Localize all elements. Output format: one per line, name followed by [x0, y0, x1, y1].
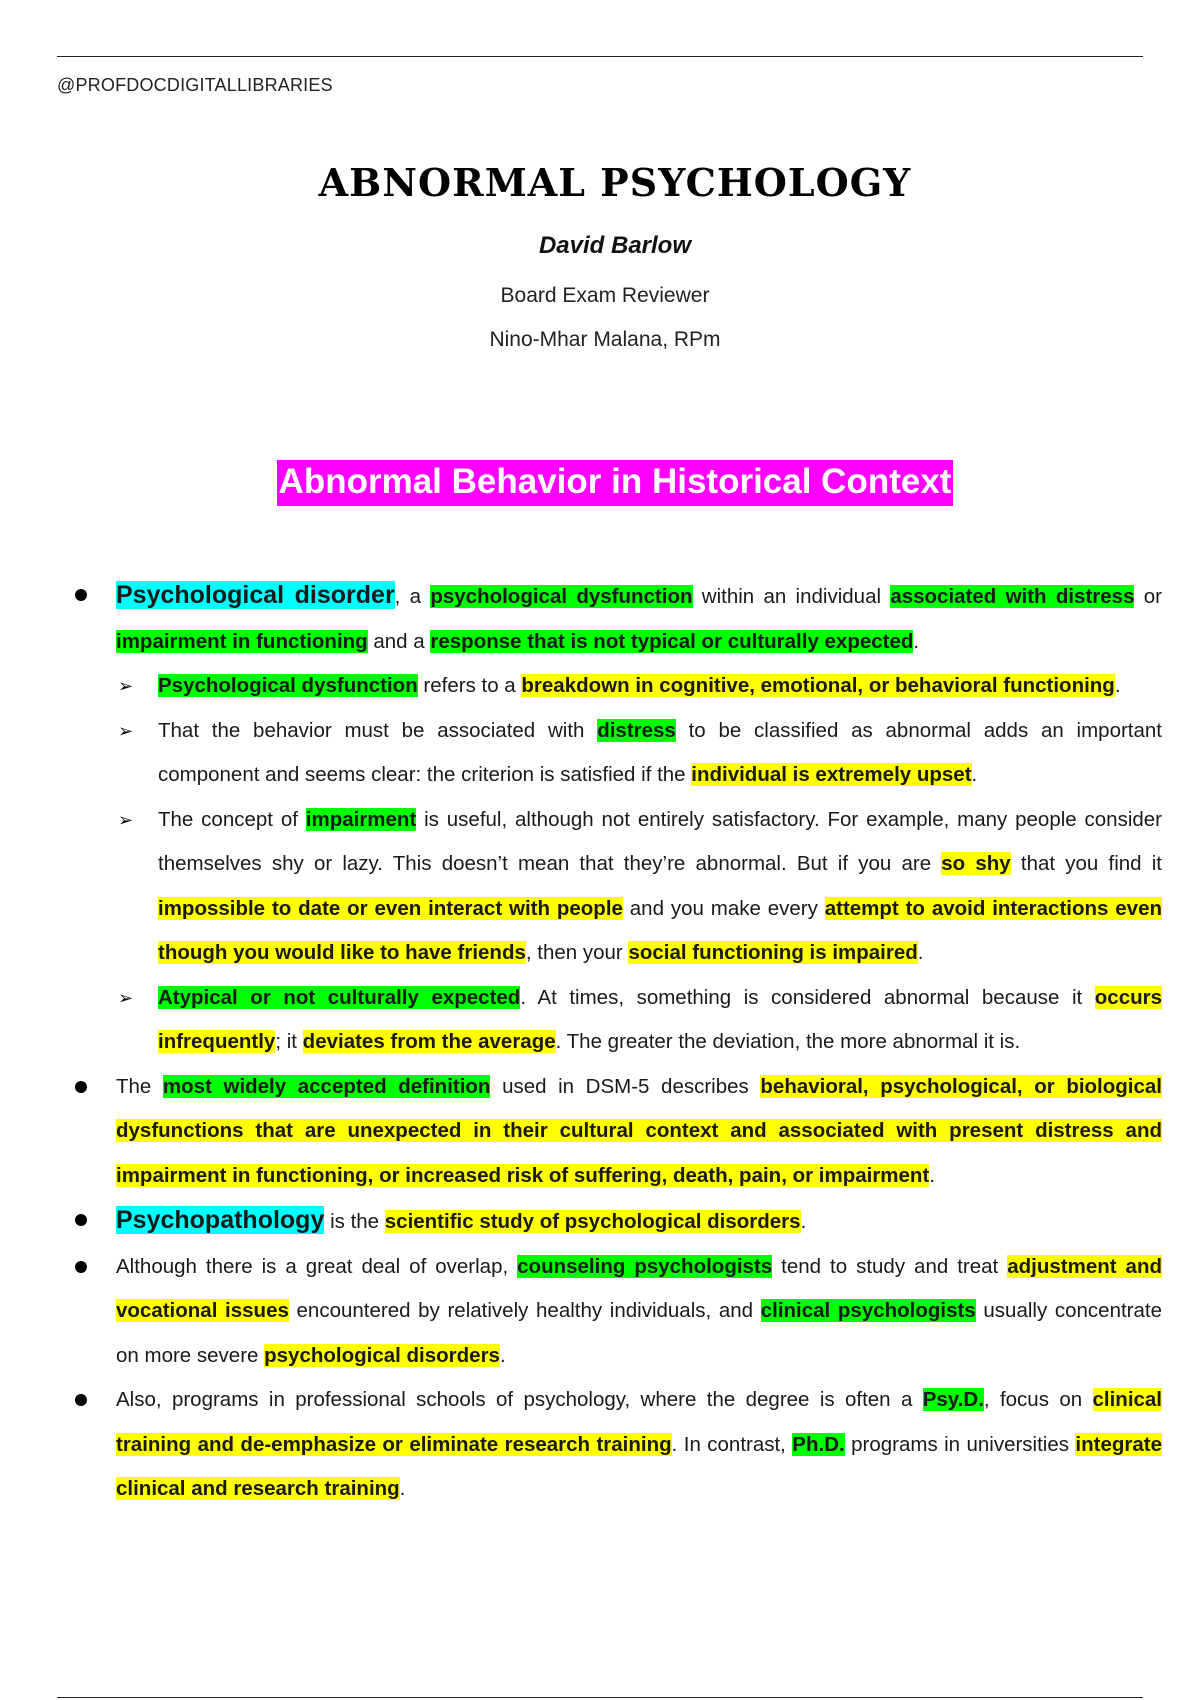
sub-bullet-paragraph: [58, 976, 1162, 1065]
text-run: is the: [324, 1210, 385, 1233]
text-run: usually concentrate on more severe: [116, 1299, 1162, 1367]
highlight-yellow: integrate clinical and research training: [116, 1432, 1162, 1500]
text-run: . In contrast,: [671, 1432, 793, 1456]
bullet-paragraph: [58, 573, 1162, 664]
highlight-yellow: occurs infrequently: [158, 985, 1162, 1053]
text-run: .: [913, 629, 920, 653]
text-run: . The greater the deviation, the more abnormal it is.: [555, 1030, 1021, 1053]
text-run: .: [800, 1210, 807, 1233]
text-run: within an individual: [692, 585, 891, 608]
text-run: that you find it: [1010, 852, 1162, 875]
highlight-green: Ph.D.: [792, 1432, 845, 1456]
arrow-bullet-icon: ➢: [118, 676, 134, 696]
text-run: .: [929, 1163, 935, 1187]
text-run: or: [1134, 585, 1162, 608]
text-run: used in DSM-5 describes: [490, 1074, 761, 1098]
bullet-paragraph: [58, 1065, 1162, 1199]
text-run: The concept of: [158, 807, 306, 831]
footer-rule: [57, 1697, 1143, 1698]
text-run: .: [917, 941, 924, 964]
text-run: , a: [394, 585, 431, 608]
text-run: .: [971, 763, 978, 786]
section-heading: Abnormal Behavior in Historical Context: [277, 460, 954, 506]
text-run: to be classified as abnormal adds an important component and seems clear: the criterion is satisfied if the: [158, 718, 1162, 786]
text-run: is useful, although not entirely satisfactory. For example, many people consider themselves shy or lazy. This doesn’t mean that they’re abnormal. But if you are: [158, 807, 1163, 875]
highlight-yellow: adjustment and vocational issues: [116, 1254, 1162, 1322]
highlight-green: response that is not typical or culturally expected: [430, 629, 914, 653]
text-run: . At times, something is considered abnormal because it: [520, 985, 1095, 1009]
arrow-bullet-icon: ➢: [118, 809, 134, 830]
highlight-green: Psychological dysfunction: [158, 674, 418, 697]
text-run: That the behavior must be associated with: [158, 718, 598, 742]
text-run: .: [1114, 674, 1121, 697]
highlight-yellow: social functioning is impaired: [628, 941, 918, 964]
document-subtitle: Board Exam Reviewer: [500, 284, 710, 307]
highlight-green: associated with distress: [890, 585, 1135, 608]
text-run: programs in universities: [844, 1432, 1076, 1456]
highlight-yellow: deviates from the average: [302, 1030, 556, 1053]
arrow-bullet-icon: ➢: [118, 720, 134, 741]
highlight-yellow: behavioral, psychological, or biological dysfunctions that are unexpected in their cultural context and associated with present distress and impairment in functioning, or increased risk of suffering, death, pain, or impairment: [116, 1074, 1162, 1187]
highlight-green: counseling psychologists: [517, 1254, 773, 1278]
highlight-yellow: clinical training and de-emphasize or eliminate research training: [116, 1388, 1163, 1456]
highlight-green: distress: [597, 718, 676, 742]
text-run: , focus on: [983, 1388, 1093, 1411]
sub-bullet-paragraph: [58, 798, 1162, 976]
reviewer-credit: Nino-Mhar Malana, RPm: [489, 328, 721, 351]
highlight-green: clinical psychologists: [760, 1299, 976, 1322]
watermark: @PROFDOCDIGITALLIBRARIES: [57, 75, 333, 95]
text-run: , then your: [525, 941, 629, 964]
author-name: David Barlow: [538, 232, 692, 259]
highlight-cyan: Psychopathology: [116, 1206, 325, 1234]
text-run: refers to a: [417, 674, 522, 697]
bullet-paragraph: [58, 1378, 1162, 1512]
document-title: ABNORMAL PSYCHOLOGY: [318, 160, 912, 205]
text-run: The: [116, 1074, 163, 1098]
sub-bullet-paragraph: [58, 709, 1162, 798]
text-run: and a: [367, 629, 431, 653]
highlight-yellow: psychological disorders: [264, 1343, 500, 1367]
highlight-yellow: individual is extremely upset: [691, 763, 972, 786]
highlight-green: Atypical or not culturally expected: [158, 985, 521, 1009]
highlight-cyan: Psychological disorder: [116, 581, 395, 609]
highlight-yellow: impossible to date or even interact with people: [158, 896, 623, 920]
text-run: .: [499, 1343, 506, 1367]
highlight-green: psychological dysfunction: [430, 585, 693, 608]
highlight-green: impairment: [305, 807, 417, 831]
highlight-green: Psy.D.: [922, 1388, 984, 1411]
text-run: and you make every: [622, 896, 825, 920]
bullet-paragraph: [58, 1245, 1162, 1379]
text-run: ; it: [275, 1030, 303, 1053]
text-run: encountered by relatively healthy individuals, and: [288, 1299, 761, 1322]
sub-bullet-paragraph: [58, 664, 1162, 709]
text-run: Also, programs in professional schools of psychology, where the degree is often a: [116, 1388, 923, 1411]
text-run: .: [399, 1477, 406, 1500]
text-run: Although there is a great deal of overlap,: [116, 1254, 518, 1278]
body-content: [58, 573, 1162, 1512]
highlight-yellow: so shy: [941, 852, 1011, 875]
text-run: tend to study and treat: [772, 1254, 1008, 1278]
arrow-bullet-icon: ➢: [118, 987, 134, 1008]
highlight-yellow: breakdown in cognitive, emotional, or behavioral functioning: [521, 674, 1115, 697]
highlight-green: impairment in functioning: [116, 629, 368, 653]
highlight-green: most widely accepted definition: [162, 1074, 491, 1098]
section-heading-wrap: [0, 460, 1200, 506]
bullet-paragraph: [58, 1198, 1162, 1245]
highlight-yellow: attempt to avoid interactions even though you would like to have friends: [158, 896, 1162, 964]
highlight-yellow: scientific study of psychological disorders: [384, 1210, 801, 1233]
header-rule: [57, 56, 1143, 57]
